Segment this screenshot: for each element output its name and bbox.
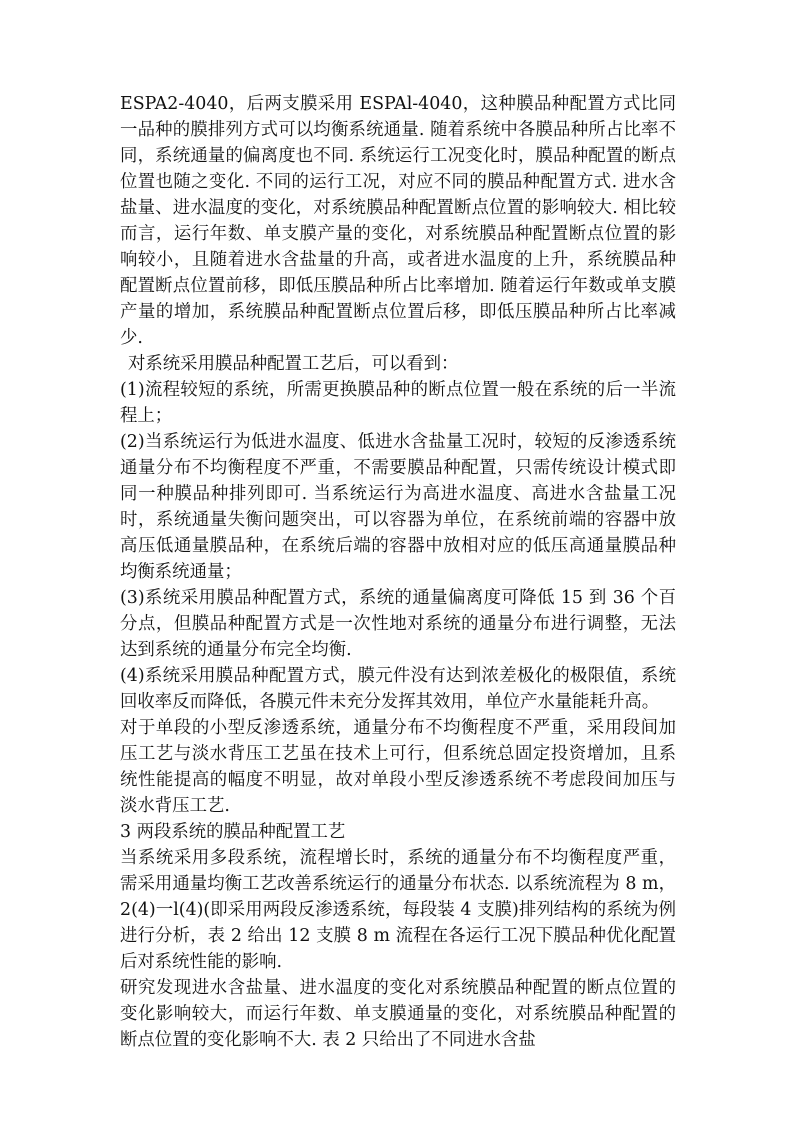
paragraph-single-stage: 对于单段的小型反渗透系统，通量分布不均衡程度不严重，采用段间加压工艺与淡水背压工艺虽在技术上可行，但系统总固定投资增加，且系统性能提高的幅度不明显，故对单段小型反渗透系统不考虑段间加压与淡水背压工艺. — [120, 718, 676, 816]
paragraph-summary-lead: 对系统采用膜品种配置工艺后，可以看到： — [128, 354, 459, 374]
paragraph-multi-stage: 当系统采用多段系统，流程增长时，系统的通量分布不均衡程度严重，需采用通量均衡工艺改善系统运行的通量分布状态. 以系统流程为 8 m，2(4)一l(4)(即采用两段反渗透系统，每段装 4 支膜)排列结构的系统为例进行分析，表 2 给出 12 支膜 8 m 流程在各运行工况下膜品种优化配置后对系统性能的影响. — [120, 848, 676, 972]
list-item-2: (2)当系统运行为低进水温度、低进水含盐量工况时，较短的反渗透系统通量分布不均衡程度不严重，不需要膜品种配置，只需传统设计模式即同一种膜品种排列即可. 当系统运行为高进水温度、高进水含盐量工况时，系统通量失衡问题突出，可以容器为单位，在系统前端的容器中放高压低通量膜品种，在系统后端的容器中放相对应的低压高通量膜品种均衡系统通量； — [120, 432, 676, 582]
list-item-3: (3)系统采用膜品种配置方式，系统的通量偏离度可降低 15 到 36 个百分点，但膜品种配置方式是一次性地对系统的通量分布进行调整，无法达到系统的通量分布完全均衡. — [120, 588, 676, 660]
section-heading-3: 3 两段系统的膜品种配置工艺 — [120, 822, 346, 842]
list-item-4: (4)系统采用膜品种配置方式，膜元件没有达到浓差极化的极限值，系统回收率反而降低，各膜元件未充分发挥其效用，单位产水量能耗升高。 — [120, 666, 676, 712]
document-page — [120, 91, 676, 1053]
list-item-1: (1)流程较短的系统，所需更换膜品种的断点位置一般在系统的后一半流程上； — [120, 380, 676, 426]
paragraph-findings: 研究发现进水含盐量、进水温度的变化对系统膜品种配置的断点位置的变化影响较大，而运行年数、单支膜通量的变化，对系统膜品种配置的断点位置的变化影响不大. 表 2 只给出了不同进水含盐 — [120, 978, 676, 1050]
paragraph-intro: ESPA2-4040，后两支膜采用 ESPAl-4040，这种膜品种配置方式比同一品种的膜排列方式可以均衡系统通量. 随着系统中各膜品种所占比率不同，系统通量的偏离度也不同. 系统运行工况变化时，膜品种配置的断点位置也随之变化. 不同的运行工况，对应不同的膜品种配置方式. 进水含盐量、进水温度的变化，对系统膜品种配置断点位置的影响较大. 相比较而言，运行年数、单支膜产量的变化，对系统膜品种配置断点位置的影响较小，且随着进水含盐量的升高，或者进水温度的上升，系统膜品种配置断点位置前移，即低压膜品种所占比率增加. 随着运行年数或单支膜产量的增加，系统膜品种配置断点位置后移，即低压膜品种所占比率减少. — [120, 94, 676, 348]
